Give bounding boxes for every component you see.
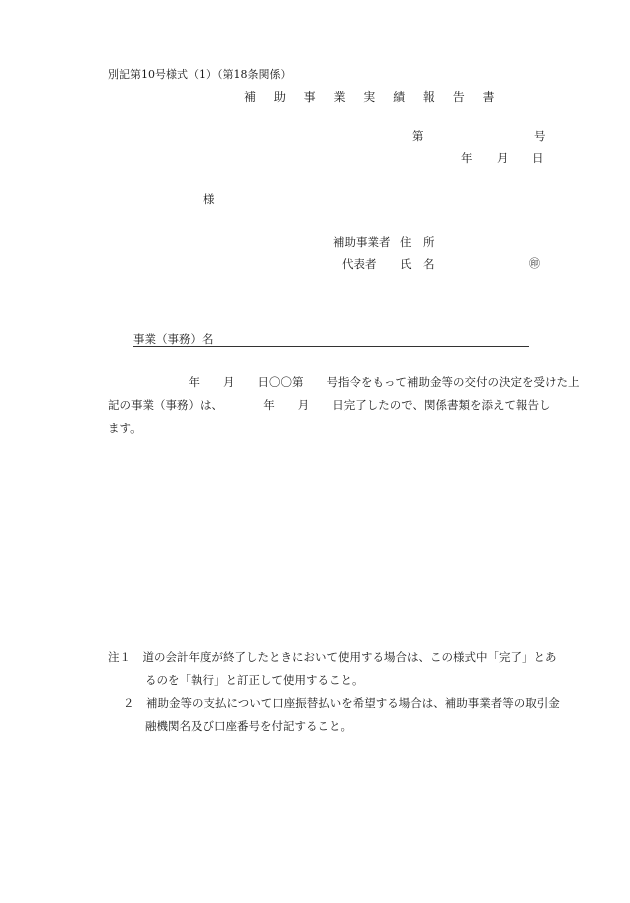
doc-number-prefix: 第 (412, 129, 424, 143)
project-name-underline (133, 346, 529, 347)
project-name-label: 事業（事務）名 (133, 332, 214, 346)
body-text-line: 年 月 日〇〇第 号指令をもって補助金等の交付の決定を受けた上 (108, 375, 580, 389)
sender-address-label: 住 所 (400, 235, 435, 249)
doc-number-suffix: 号 (534, 129, 546, 143)
body-text-line: 記の事業（事務）は、 年 月 日完了したので、関係書類を添えて報告し (108, 398, 551, 412)
seal-mark: ㊞ (529, 257, 540, 270)
note-1-line-2: るのを「執行」と訂正して使用すること。 (145, 673, 364, 687)
addressee-honorific: 様 (203, 192, 215, 206)
note-2-line-1: ２ 補助金等の支払について口座振替払いを希望する場合は、補助事業者等の取引金 (123, 696, 560, 710)
representative-role: 代表者 (342, 257, 377, 271)
date-year: 年 (461, 151, 473, 165)
note-1-line-1: 注１ 道の会計年度が終了したときにおいて使用する場合は、この様式中「完了」とあ (108, 650, 557, 664)
form-reference: 別記第10号様式（1）（第18条関係） (108, 68, 292, 81)
body-text-line: ます。 (108, 421, 142, 435)
document-title: 補 助 事 業 実 績 報 告 書 (244, 90, 502, 104)
date-month: 月 (497, 151, 509, 165)
date-day: 日 (532, 151, 544, 165)
representative-name-label: 氏 名 (400, 257, 435, 271)
note-2-line-2: 融機関名及び口座番号を付記すること。 (145, 719, 352, 733)
sender-role: 補助事業者 (333, 235, 391, 249)
